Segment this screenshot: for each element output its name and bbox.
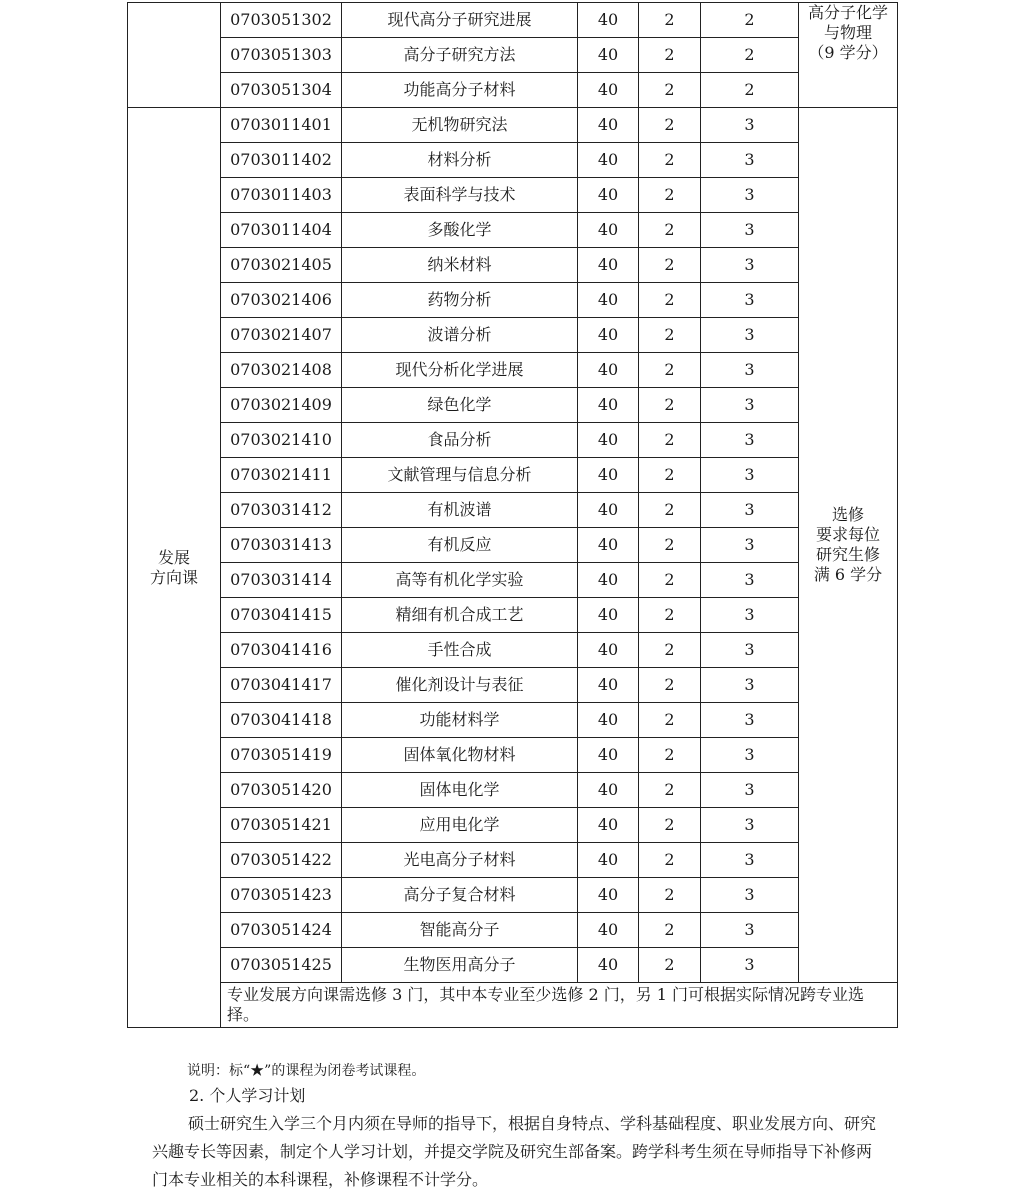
course-name: 功能高分子材料 — [342, 73, 578, 108]
table-row — [128, 808, 898, 843]
course-name: 高分子研究方法 — [342, 38, 578, 73]
course-name: 无机物研究法 — [342, 108, 578, 143]
course-code: 0703011404 — [221, 213, 342, 248]
requirement-line: 要求每位 — [815, 525, 880, 544]
requirement-line: 研究生修 — [815, 545, 880, 564]
course-name: 高等有机化学实验 — [342, 563, 578, 598]
course-hours: 40 — [578, 388, 639, 423]
course-term: 2 — [639, 73, 701, 108]
course-term: 2 — [639, 843, 701, 878]
course-code: 0703051304 — [221, 73, 342, 108]
table-row — [128, 283, 898, 318]
course-term: 2 — [639, 458, 701, 493]
course-term: 2 — [639, 283, 701, 318]
course-name: 药物分析 — [342, 283, 578, 318]
requirement-line: 选修 — [831, 505, 864, 524]
course-credits: 3 — [701, 563, 799, 598]
course-term: 2 — [639, 213, 701, 248]
course-term: 2 — [639, 178, 701, 213]
course-name: 功能材料学 — [342, 703, 578, 738]
course-credits: 3 — [701, 598, 799, 633]
course-credits: 3 — [701, 703, 799, 738]
course-hours: 40 — [578, 948, 639, 983]
course-hours: 40 — [578, 283, 639, 318]
course-name: 生物医用高分子 — [342, 948, 578, 983]
course-name: 食品分析 — [342, 423, 578, 458]
table-row — [128, 38, 898, 73]
requirement-cell — [799, 108, 898, 983]
course-credits: 3 — [701, 808, 799, 843]
course-hours: 40 — [578, 423, 639, 458]
course-code: 0703021411 — [221, 458, 342, 493]
legend-note: 说明：标“★”的课程为闭卷考试课程。 — [187, 1063, 426, 1079]
course-name: 有机反应 — [342, 528, 578, 563]
course-credits: 3 — [701, 528, 799, 563]
course-term: 2 — [639, 913, 701, 948]
course-credits: 3 — [701, 178, 799, 213]
requirement-line: 与物理 — [823, 23, 872, 42]
course-code: 0703051423 — [221, 878, 342, 913]
table-row — [128, 668, 898, 703]
course-code: 0703031413 — [221, 528, 342, 563]
table-row — [128, 178, 898, 213]
course-table-body — [128, 3, 898, 1028]
table-row — [128, 598, 898, 633]
course-code: 0703031414 — [221, 563, 342, 598]
course-name: 固体电化学 — [342, 773, 578, 808]
table-row — [128, 528, 898, 563]
course-credits: 3 — [701, 843, 799, 878]
course-hours: 40 — [578, 73, 639, 108]
course-code: 0703051420 — [221, 773, 342, 808]
section-heading: 2. 个人学习计划 — [189, 1086, 306, 1105]
course-name: 高分子复合材料 — [342, 878, 578, 913]
course-credits: 3 — [701, 878, 799, 913]
course-name: 现代分析化学进展 — [342, 353, 578, 388]
course-code: 0703011403 — [221, 178, 342, 213]
course-term: 2 — [639, 668, 701, 703]
table-row — [128, 738, 898, 773]
course-hours: 40 — [578, 3, 639, 38]
table-row — [128, 248, 898, 283]
course-hours: 40 — [578, 108, 639, 143]
course-credits: 3 — [701, 353, 799, 388]
course-code: 0703031412 — [221, 493, 342, 528]
course-term: 2 — [639, 318, 701, 353]
course-hours: 40 — [578, 703, 639, 738]
course-credits: 3 — [701, 108, 799, 143]
course-name: 应用电化学 — [342, 808, 578, 843]
course-credits: 3 — [701, 248, 799, 283]
course-code: 0703021409 — [221, 388, 342, 423]
course-term: 2 — [639, 38, 701, 73]
course-hours: 40 — [578, 668, 639, 703]
course-hours: 40 — [578, 738, 639, 773]
table-row — [128, 878, 898, 913]
course-term: 2 — [639, 808, 701, 843]
course-name: 文献管理与信息分析 — [342, 458, 578, 493]
course-code: 0703021407 — [221, 318, 342, 353]
course-hours: 40 — [578, 458, 639, 493]
course-code: 0703051302 — [221, 3, 342, 38]
course-term: 2 — [639, 948, 701, 983]
course-name: 材料分析 — [342, 143, 578, 178]
course-name: 现代高分子研究进展 — [342, 3, 578, 38]
course-credits: 2 — [701, 73, 799, 108]
course-code: 0703051303 — [221, 38, 342, 73]
course-name: 催化剂设计与表征 — [342, 668, 578, 703]
course-code: 0703041415 — [221, 598, 342, 633]
course-credits: 3 — [701, 948, 799, 983]
table-row — [128, 388, 898, 423]
course-hours: 40 — [578, 353, 639, 388]
course-code: 0703041417 — [221, 668, 342, 703]
elective-note: 专业发展方向课需选修 3 门，其中本专业至少选修 2 门，另 1 门可根据实际情况跨专业选择。 — [221, 983, 898, 1028]
requirement-line: 方向课 — [149, 567, 198, 587]
course-credits: 3 — [701, 458, 799, 493]
course-code: 0703021408 — [221, 353, 342, 388]
course-credits: 3 — [701, 738, 799, 773]
requirement-line: （9 学分） — [808, 43, 888, 62]
course-name: 智能高分子 — [342, 913, 578, 948]
course-credits: 3 — [701, 633, 799, 668]
course-term: 2 — [639, 3, 701, 38]
table-row — [128, 493, 898, 528]
course-code: 0703051425 — [221, 948, 342, 983]
course-code: 0703051421 — [221, 808, 342, 843]
course-code: 0703021410 — [221, 423, 342, 458]
course-hours: 40 — [578, 773, 639, 808]
course-hours: 40 — [578, 143, 639, 178]
course-credits: 3 — [701, 493, 799, 528]
course-credits: 3 — [701, 423, 799, 458]
course-term: 2 — [639, 703, 701, 738]
course-hours: 40 — [578, 808, 639, 843]
table-row — [128, 423, 898, 458]
course-term: 2 — [639, 108, 701, 143]
category-cell — [128, 3, 221, 108]
table-row — [128, 458, 898, 493]
course-term: 2 — [639, 563, 701, 598]
table-row — [128, 773, 898, 808]
course-code: 0703021405 — [221, 248, 342, 283]
course-credits: 3 — [701, 213, 799, 248]
course-term: 2 — [639, 388, 701, 423]
course-code: 0703041416 — [221, 633, 342, 668]
course-code: 0703051419 — [221, 738, 342, 773]
table-row — [128, 983, 898, 1028]
course-hours: 40 — [578, 38, 639, 73]
course-name: 波谱分析 — [342, 318, 578, 353]
course-name: 多酸化学 — [342, 213, 578, 248]
table-row — [128, 843, 898, 878]
requirement-line: 发展 — [157, 547, 190, 567]
course-name: 表面科学与技术 — [342, 178, 578, 213]
course-hours: 40 — [578, 598, 639, 633]
category-cell — [128, 108, 221, 1028]
table-row — [128, 318, 898, 353]
course-name: 有机波谱 — [342, 493, 578, 528]
course-term: 2 — [639, 633, 701, 668]
course-table — [127, 2, 898, 1028]
course-name: 光电高分子材料 — [342, 843, 578, 878]
requirement-cell — [799, 3, 898, 108]
course-credits: 3 — [701, 913, 799, 948]
course-term: 2 — [639, 528, 701, 563]
table-row — [128, 3, 898, 38]
course-term: 2 — [639, 878, 701, 913]
course-term: 2 — [639, 598, 701, 633]
course-hours: 40 — [578, 248, 639, 283]
table-row — [128, 948, 898, 983]
course-code: 0703051424 — [221, 913, 342, 948]
course-hours: 40 — [578, 528, 639, 563]
course-name: 纳米材料 — [342, 248, 578, 283]
table-row — [128, 633, 898, 668]
course-credits: 3 — [701, 668, 799, 703]
course-credits: 3 — [701, 318, 799, 353]
course-name: 精细有机合成工艺 — [342, 598, 578, 633]
course-hours: 40 — [578, 878, 639, 913]
course-term: 2 — [639, 773, 701, 808]
course-credits: 3 — [701, 283, 799, 318]
course-name: 固体氧化物材料 — [342, 738, 578, 773]
course-hours: 40 — [578, 213, 639, 248]
table-row — [128, 563, 898, 598]
table-row — [128, 213, 898, 248]
course-name: 手性合成 — [342, 633, 578, 668]
course-code: 0703051422 — [221, 843, 342, 878]
course-term: 2 — [639, 353, 701, 388]
course-credits: 2 — [701, 3, 799, 38]
course-code: 0703021406 — [221, 283, 342, 318]
course-hours: 40 — [578, 563, 639, 598]
table-row — [128, 703, 898, 738]
course-hours: 40 — [578, 178, 639, 213]
course-hours: 40 — [578, 318, 639, 353]
table-row — [128, 73, 898, 108]
course-name: 绿色化学 — [342, 388, 578, 423]
course-credits: 3 — [701, 773, 799, 808]
course-credits: 3 — [701, 143, 799, 178]
course-term: 2 — [639, 248, 701, 283]
course-credits: 2 — [701, 38, 799, 73]
plan-paragraph: 硕士研究生入学三个月内须在导师的指导下，根据自身特点、学科基础程度、职业发展方向、研究兴趣专长等因素，制定个人学习计划，并提交学院及研究生部备案。跨学科考生须在导师指导下补修两门本专业相关的本科课程，补修课程不计学分。 — [152, 1114, 877, 1189]
course-hours: 40 — [578, 633, 639, 668]
table-row — [128, 108, 898, 143]
table-row — [128, 143, 898, 178]
course-code: 0703041418 — [221, 703, 342, 738]
course-term: 2 — [639, 143, 701, 178]
course-credits: 3 — [701, 388, 799, 423]
course-hours: 40 — [578, 493, 639, 528]
course-code: 0703011402 — [221, 143, 342, 178]
requirement-line: 满 6 学分 — [813, 565, 883, 584]
course-term: 2 — [639, 423, 701, 458]
course-code: 0703011401 — [221, 108, 342, 143]
course-term: 2 — [639, 738, 701, 773]
requirement-line: 高分子化学 — [807, 3, 888, 22]
table-row — [128, 353, 898, 388]
table-row — [128, 913, 898, 948]
course-hours: 40 — [578, 843, 639, 878]
course-hours: 40 — [578, 913, 639, 948]
course-term: 2 — [639, 493, 701, 528]
